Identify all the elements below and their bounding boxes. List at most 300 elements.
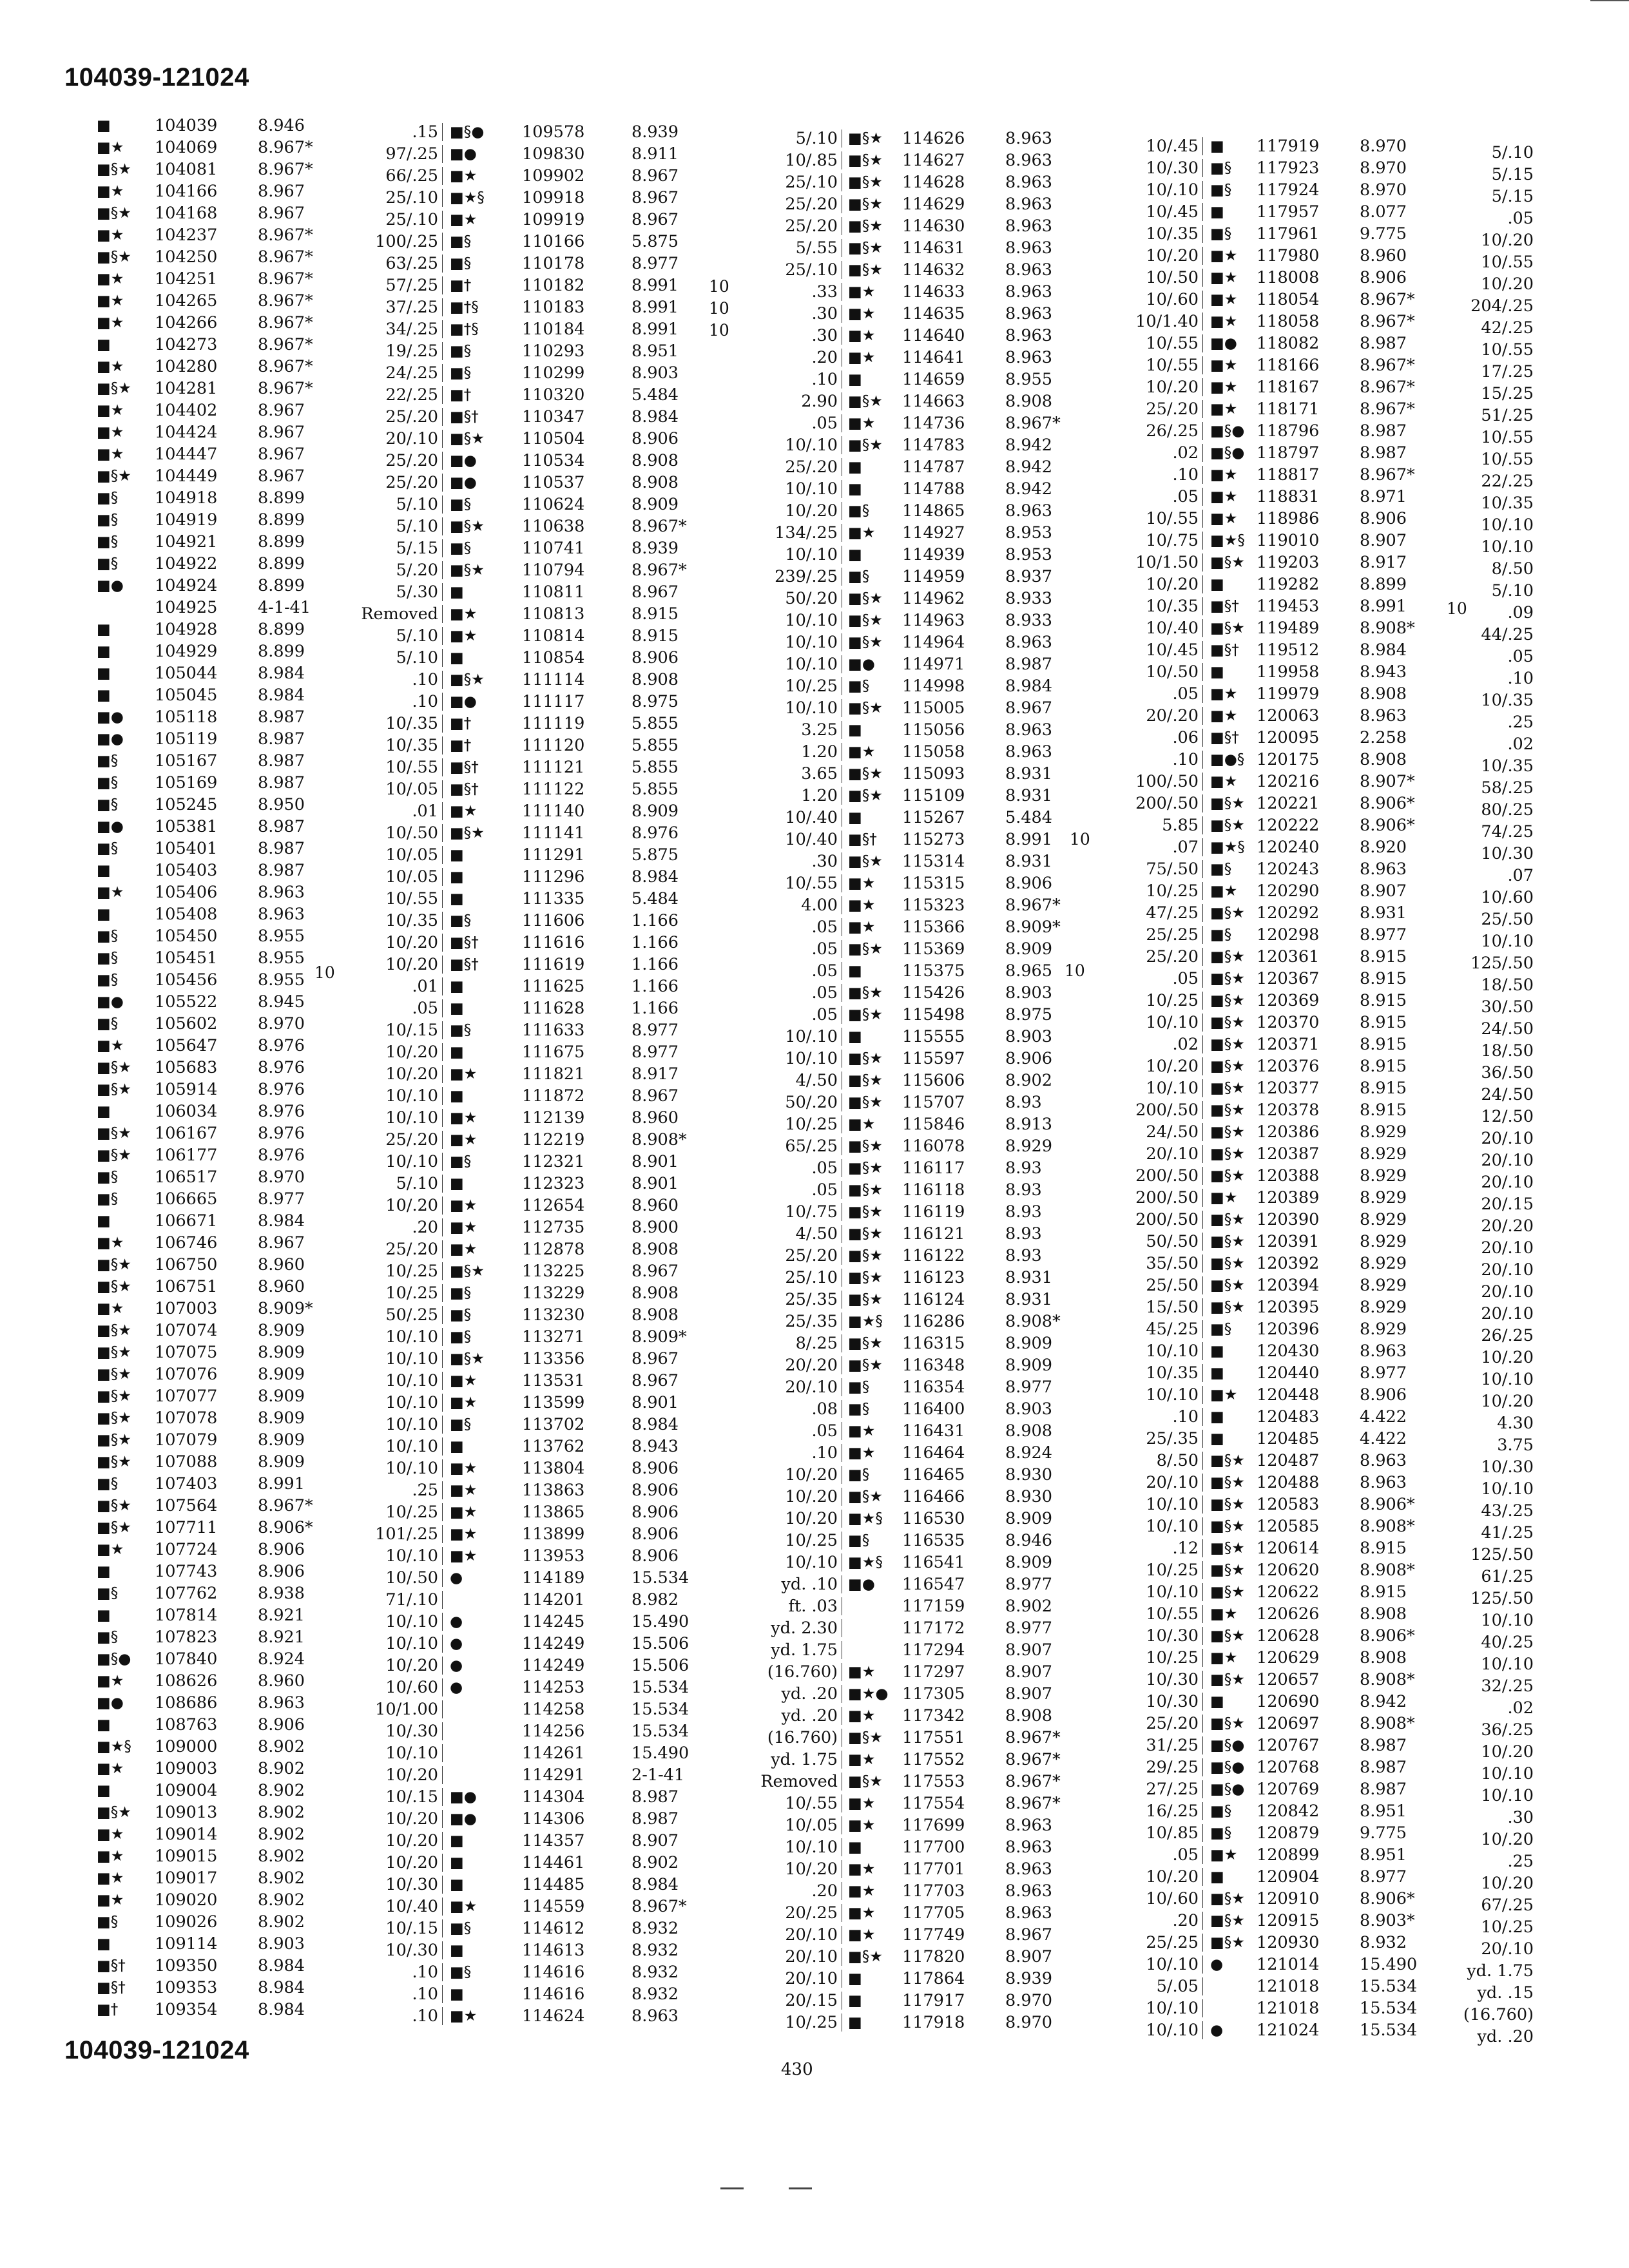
catalog-number: 114627	[902, 151, 965, 170]
class-number: 8.967	[258, 466, 305, 486]
listing-row	[1095, 1362, 1431, 1384]
quantity-price: 25/.50	[1146, 1276, 1199, 1295]
status-symbols: ■★	[1210, 247, 1238, 264]
quantity-price: 10/.10	[385, 1459, 438, 1478]
listing-row	[64, 334, 335, 356]
listing-row	[335, 515, 709, 537]
catalog-number: 117919	[1257, 137, 1320, 156]
status-symbols: ■§	[1210, 1803, 1232, 1820]
status-symbols: ●	[450, 1679, 463, 1696]
listing-row	[715, 149, 1089, 171]
quantity-price: .05	[1172, 487, 1199, 506]
status-symbols: ■★	[450, 1898, 477, 1915]
catalog-number: 111821	[522, 1064, 585, 1084]
class-number: 8.987	[1360, 1736, 1407, 1755]
quantity-price: .30	[811, 304, 838, 323]
quantity-price: 10/.20	[785, 1509, 838, 1528]
class-number: 8.929	[1360, 1298, 1407, 1317]
status-symbols: ■§	[450, 1153, 472, 1170]
margin-entry	[1431, 142, 1547, 164]
listing-row	[64, 925, 335, 947]
column-rule	[1202, 159, 1203, 177]
class-number: 1.166	[631, 933, 679, 952]
status-symbols: ■★	[848, 1445, 876, 1461]
status-symbols: ■§★	[1210, 1146, 1245, 1162]
catalog-number: 115323	[902, 896, 965, 915]
class-number: 8.976	[258, 1036, 305, 1055]
catalog-number: 111122	[522, 780, 585, 799]
status-symbols: ■★	[97, 1760, 124, 1777]
status-symbols: ■★	[848, 744, 876, 760]
class-number: 8.909	[1005, 1356, 1053, 1375]
catalog-number: 105451	[155, 948, 218, 968]
quantity-price: 10/.15	[385, 1787, 438, 1807]
listing-row	[64, 750, 335, 772]
class-number: 15.534	[1360, 1999, 1418, 2018]
quantity-price: 45/.25	[1146, 1320, 1199, 1339]
catalog-number: 114258	[522, 1700, 585, 1719]
quantity-price: .05	[811, 939, 838, 959]
catalog-number: 120063	[1257, 706, 1320, 726]
listing-row	[1095, 354, 1431, 376]
class-number: 8.967*	[258, 357, 313, 376]
status-symbols: ■★	[1210, 883, 1238, 899]
catalog-number: 110178	[522, 254, 585, 273]
class-number: 8.984	[258, 2000, 305, 2019]
column-rule	[1202, 225, 1203, 243]
catalog-number: 117918	[902, 2013, 965, 2032]
status-symbols: ■	[97, 1213, 111, 1229]
status-symbols: ■§★	[848, 262, 883, 278]
status-symbols: ■§★	[848, 1006, 883, 1023]
catalog-number: 104237	[155, 226, 218, 245]
listing-row	[335, 1216, 709, 1238]
margin-value: 74/.25	[1481, 822, 1534, 841]
quantity-price: 10/.75	[1146, 531, 1199, 550]
quantity-price: 10/.10	[1146, 1495, 1199, 1514]
class-number: 8.991	[631, 298, 679, 317]
class-number: 8.907	[631, 1831, 679, 1850]
listing-row	[715, 938, 1089, 960]
margin-value: 5/.10	[1491, 581, 1534, 601]
quantity-price: 97/.25	[385, 144, 438, 164]
catalog-number: 119282	[1257, 575, 1320, 594]
class-number: 8.932	[631, 1963, 679, 1982]
class-number: 8.929	[1360, 1232, 1407, 1251]
quantity-price: 10/.10	[1146, 1582, 1199, 1602]
margin-value: .30	[1507, 1808, 1534, 1827]
listing-row	[335, 1238, 709, 1260]
class-number: 8.963	[1005, 742, 1053, 762]
margin-entry	[1431, 1785, 1547, 1807]
status-symbols: ■§★	[1210, 948, 1245, 965]
listing-row	[1095, 1778, 1431, 1800]
quantity-price: 10/.10	[385, 1152, 438, 1171]
listing-row	[1095, 1537, 1431, 1559]
catalog-number: 110537	[522, 473, 585, 492]
listing-row	[64, 202, 335, 224]
listing-row	[715, 1201, 1089, 1223]
column-rule	[1202, 926, 1203, 944]
quantity-price: 10/.35	[1146, 597, 1199, 616]
column-rule	[442, 758, 443, 776]
quantity-price: 1.20	[801, 742, 838, 762]
class-number: 8.984	[631, 1875, 679, 1894]
margin-entry	[1431, 1631, 1547, 1653]
quantity-price: 10/.10	[785, 611, 838, 630]
status-symbols: ■★	[97, 1037, 124, 1054]
column-rule	[442, 912, 443, 930]
listing-row	[335, 603, 709, 625]
listing-row	[715, 1968, 1089, 1990]
status-symbols: ■§★	[1210, 817, 1245, 834]
quantity-price: .20	[811, 1881, 838, 1901]
class-number: 8.915	[1360, 991, 1407, 1010]
status-symbols: ■★§	[450, 189, 485, 206]
catalog-number: 117297	[902, 1662, 965, 1682]
status-symbols: ■†	[450, 715, 472, 732]
status-symbols: ■§	[97, 1015, 119, 1032]
status-symbols: ■★	[97, 227, 124, 244]
class-number: 8.906	[631, 1546, 679, 1566]
margin-value: 5/.10	[1491, 143, 1534, 162]
status-symbols: ■§★	[848, 1204, 883, 1220]
class-number: 8.976	[258, 1102, 305, 1121]
column-rule	[1202, 794, 1203, 812]
class-number: 8.908	[631, 670, 679, 689]
listing-row	[335, 296, 709, 318]
class-number: 8.917	[631, 1064, 679, 1084]
listing-row	[715, 1573, 1089, 1595]
status-symbols: ■§	[97, 774, 119, 791]
column-rule	[1202, 312, 1203, 331]
listing-row	[64, 903, 335, 925]
quantity-price: 10/.45	[1146, 137, 1199, 156]
class-number: 8.967*	[1360, 290, 1415, 309]
margin-entry	[1431, 1390, 1547, 1412]
class-number: 8.967	[631, 1086, 679, 1106]
catalog-number: 115369	[902, 939, 965, 959]
catalog-number: 107724	[155, 1540, 218, 1559]
catalog-number: 115056	[902, 720, 965, 740]
quantity-price: 25/.10	[785, 260, 838, 280]
quantity-price: 50/.25	[385, 1305, 438, 1325]
catalog-number: 113599	[522, 1393, 585, 1412]
margin-entry	[1431, 974, 1547, 996]
class-number: 8.931	[1005, 786, 1053, 805]
catalog-number: 120626	[1257, 1604, 1320, 1624]
status-symbols: ■§†	[450, 956, 479, 973]
class-number: 8.899	[258, 620, 305, 639]
quantity-price: 10/.25	[785, 1115, 838, 1134]
catalog-number: 109015	[155, 1847, 218, 1866]
class-number: 8.908*	[1360, 1517, 1415, 1536]
margin-entry	[1431, 1303, 1547, 1325]
quantity-price: 5/.10	[396, 1174, 438, 1193]
listing-row	[335, 1041, 709, 1063]
margin-value: .02	[1507, 1698, 1534, 1718]
column-rule	[1202, 1583, 1203, 1601]
status-symbols: ■●	[450, 1811, 477, 1827]
catalog-number: 111872	[522, 1086, 585, 1106]
status-symbols: ■§	[450, 1416, 472, 1433]
listing-row	[335, 1260, 709, 1282]
class-number: 8.955	[258, 948, 305, 968]
catalog-number: 104166	[155, 182, 218, 201]
margin-entry	[1431, 1850, 1547, 1872]
catalog-number: 118796	[1257, 421, 1320, 441]
margin-entry	[1431, 1040, 1547, 1062]
listing-row	[335, 1129, 709, 1151]
listing-row	[1095, 793, 1431, 814]
column-rule	[1202, 532, 1203, 550]
column-rule	[1202, 510, 1203, 528]
listing-row	[335, 1786, 709, 1808]
listing-row	[335, 1304, 709, 1326]
catalog-number: 120904	[1257, 1867, 1320, 1887]
quantity-price: 10/.75	[785, 1202, 838, 1222]
column-rule	[442, 1131, 443, 1149]
listing-row	[335, 756, 709, 778]
margin-entry	[1431, 1171, 1547, 1193]
quantity-price: 10/1.40	[1135, 312, 1199, 331]
quantity-price: .02	[1172, 1035, 1199, 1054]
listing-row	[64, 619, 335, 640]
catalog-number: 115314	[902, 852, 965, 871]
margin-entry	[1431, 405, 1547, 427]
catalog-number: 118058	[1257, 312, 1320, 331]
listing-row	[335, 691, 709, 713]
quantity-price: .12	[1172, 1539, 1199, 1558]
listing-row	[1095, 573, 1431, 595]
class-number: 8.929	[1005, 1137, 1053, 1156]
class-number: 8.967*	[1360, 465, 1415, 485]
column-rule	[442, 824, 443, 842]
class-number: 8.903*	[1360, 1911, 1415, 1930]
page-number: 430	[781, 2060, 813, 2079]
status-symbols: ■§	[450, 1285, 472, 1302]
catalog-number: 113804	[522, 1459, 585, 1478]
column-rule	[1202, 816, 1203, 834]
class-number: 8.963	[1005, 501, 1053, 521]
margin-entry	[1431, 887, 1547, 908]
listing-row	[335, 165, 709, 187]
status-symbols: ■§★	[1210, 1211, 1245, 1228]
quantity-price: 10/.20	[385, 1064, 438, 1084]
class-number: 8.903	[258, 1934, 305, 1954]
catalog-number: 114630	[902, 216, 965, 236]
margin-value: 20/.15	[1481, 1195, 1534, 1214]
listing-row	[335, 209, 709, 231]
listing-row	[64, 268, 335, 290]
margin-value: 10/.55	[1481, 450, 1534, 469]
status-symbols: ■★	[97, 884, 124, 901]
listing-row	[1095, 376, 1431, 398]
class-number: 8.977	[1005, 1378, 1053, 1397]
quantity-price: .06	[1172, 728, 1199, 747]
listing-row	[335, 1720, 709, 1742]
quantity-price: 25/.20	[785, 195, 838, 214]
listing-row	[64, 947, 335, 969]
listing-row	[715, 1836, 1089, 1858]
quantity-price: 10/.30	[385, 1941, 438, 1960]
catalog-number: 115093	[902, 764, 965, 783]
quantity-price: 10/.55	[385, 758, 438, 777]
class-number: 8.963	[1005, 173, 1053, 192]
catalog-number: 114304	[522, 1787, 585, 1807]
quantity-price: 10/.35	[1146, 1363, 1199, 1383]
column-rule	[442, 1153, 443, 1171]
listing-row	[1095, 1318, 1431, 1340]
listing-row	[64, 1495, 335, 1517]
catalog-number: 118082	[1257, 334, 1320, 353]
listing-row	[1095, 552, 1431, 573]
quantity-price: 10/.25	[1146, 1561, 1199, 1580]
status-symbols: ■★	[450, 1394, 477, 1411]
status-symbols: ■★	[97, 424, 124, 441]
catalog-number: 120899	[1257, 1845, 1320, 1865]
scan-mark	[789, 2187, 812, 2189]
column-rule	[442, 1766, 443, 1784]
catalog-number: 121014	[1257, 1955, 1320, 1974]
listing-row	[715, 1990, 1089, 2012]
listing-row	[64, 421, 335, 443]
column-rule	[1202, 553, 1203, 572]
class-number: 8.967*	[258, 313, 313, 332]
quantity-price: 10/.05	[385, 845, 438, 865]
catalog-number: 118986	[1257, 509, 1320, 528]
status-symbols: ■★	[848, 1707, 876, 1724]
margin-value: 10/.10	[1481, 932, 1534, 951]
quantity-price: 10/.10	[785, 1049, 838, 1068]
listing-row	[64, 1122, 335, 1144]
catalog-number: 120221	[1257, 794, 1320, 813]
quantity-price: 5/.30	[396, 582, 438, 602]
listing-row	[335, 1589, 709, 1611]
class-number: 8.909	[258, 1387, 305, 1406]
listing-row	[715, 390, 1089, 412]
listing-row	[335, 844, 709, 866]
catalog-number: 116464	[902, 1443, 965, 1463]
catalog-number: 105119	[155, 729, 218, 749]
quantity-price: 10/.10	[385, 1415, 438, 1434]
catalog-number: 108626	[155, 1671, 218, 1691]
listing-row	[715, 1464, 1089, 1486]
quantity-price: 50/.50	[1146, 1232, 1199, 1251]
column-rule	[442, 452, 443, 470]
catalog-number: 104081	[155, 160, 218, 179]
listing-row	[1095, 639, 1431, 661]
column-rule	[442, 649, 443, 667]
status-symbols: ■§	[450, 1329, 472, 1345]
catalog-number: 117820	[902, 1947, 965, 1966]
catalog-number: 115597	[902, 1049, 965, 1068]
class-number: 8.902	[258, 1803, 305, 1822]
listing-row	[1095, 880, 1431, 902]
status-symbols: ■§★	[1210, 992, 1245, 1009]
class-number: 8.908	[1360, 750, 1407, 769]
status-symbols: ■★	[450, 803, 477, 820]
listing-row	[64, 1232, 335, 1254]
catalog-number: 104039	[155, 116, 218, 135]
catalog-number: 121024	[1257, 2021, 1320, 2040]
listing-row	[715, 259, 1089, 281]
listing-row	[64, 1341, 335, 1363]
column-rule	[1202, 1956, 1203, 1974]
status-symbols: ■	[848, 546, 862, 563]
class-number: 8.963	[1005, 1860, 1053, 1879]
catalog-number: 104447	[155, 445, 218, 464]
margin-value: 18/.50	[1481, 975, 1534, 995]
listing-row	[335, 800, 709, 822]
class-number: 8.967	[631, 1262, 679, 1281]
status-symbols: ■§★	[1210, 1036, 1245, 1053]
status-symbols: ■	[450, 978, 464, 995]
quantity-price: .33	[811, 282, 838, 302]
class-number: 8.942	[1005, 479, 1053, 499]
column-rule	[442, 1065, 443, 1083]
column-rule	[442, 890, 443, 908]
listing-row	[64, 1845, 335, 1867]
status-symbols: ■	[450, 1986, 464, 2003]
listing-row	[64, 1517, 335, 1539]
status-symbols: ■★	[1210, 488, 1238, 505]
column-rule	[442, 605, 443, 623]
listing-row	[715, 1113, 1089, 1135]
class-number: 8.987	[631, 1809, 679, 1829]
listing-row	[64, 1079, 335, 1100]
column-rule	[1202, 1934, 1203, 1952]
status-symbols: ■	[1210, 138, 1224, 155]
quantity-price: 2.90	[801, 392, 838, 411]
listing-row	[335, 1852, 709, 1874]
quantity-price: .25	[412, 1481, 438, 1500]
column-rule	[1202, 444, 1203, 462]
listing-row	[335, 1567, 709, 1589]
listing-row	[715, 872, 1089, 894]
class-number: 8.907	[1005, 1662, 1053, 1682]
quantity-price: 4/.50	[795, 1071, 838, 1090]
margin-entry	[1431, 1478, 1547, 1500]
margin-value: 10/.20	[1481, 1348, 1534, 1367]
status-symbols: ■§●	[1210, 1737, 1245, 1754]
quantity-price: 10/.25	[785, 1531, 838, 1550]
quantity-price: 10/.20	[1146, 378, 1199, 397]
margin-value: 3.75	[1497, 1436, 1534, 1455]
class-number: 8.970	[1360, 159, 1407, 178]
status-symbols: ■§	[1210, 861, 1232, 878]
catalog-number: 105408	[155, 905, 218, 924]
quantity-price: 10/.10	[1146, 1955, 1199, 1974]
listing-row	[715, 1683, 1089, 1705]
catalog-number: 111114	[522, 670, 585, 689]
margin-entry	[1431, 580, 1547, 602]
column-rule	[442, 1021, 443, 1039]
status-symbols: ■★	[97, 358, 124, 375]
quantity-price: 3.65	[801, 764, 838, 783]
margin-entry	[1431, 383, 1547, 405]
catalog-number: 116547	[902, 1575, 965, 1594]
listing-row	[64, 1013, 335, 1035]
status-symbols: ■§	[97, 972, 119, 988]
column-rule	[1202, 1539, 1203, 1557]
class-number: 8.909	[1005, 1509, 1053, 1528]
listing-row	[64, 137, 335, 159]
quantity-price: 25/.20	[785, 1246, 838, 1265]
catalog-number: 111120	[522, 736, 585, 755]
column-rule	[442, 1043, 443, 1061]
catalog-number: 118797	[1257, 443, 1320, 463]
